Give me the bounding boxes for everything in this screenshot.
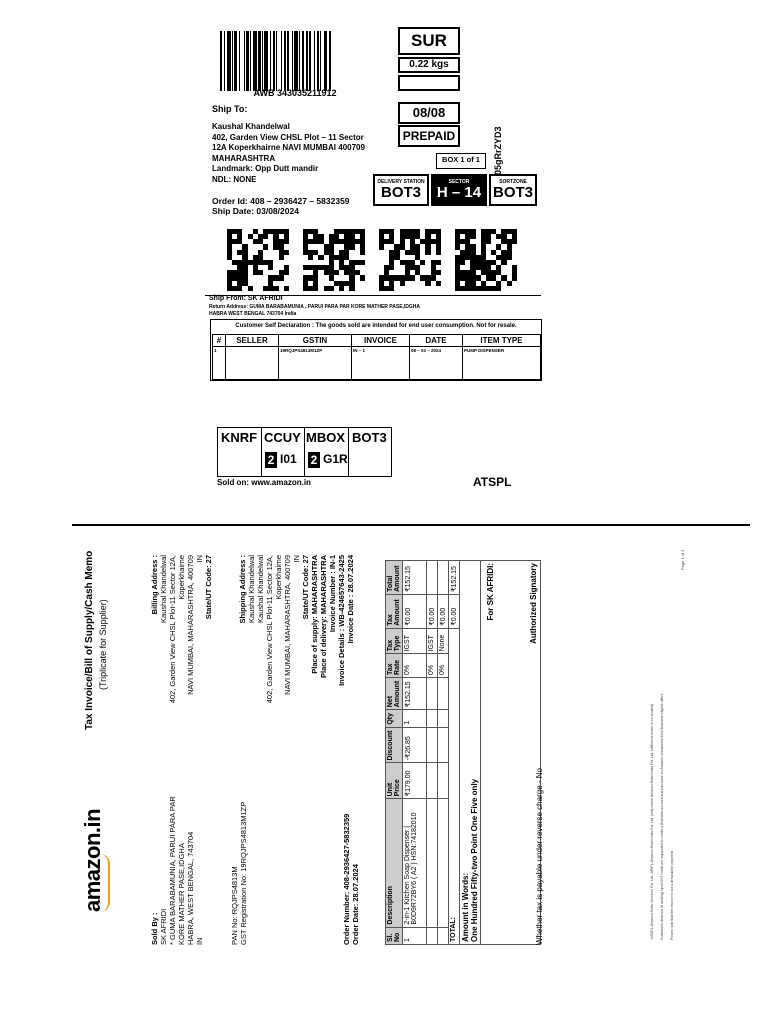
blank-box <box>398 75 460 91</box>
invoice <box>80 549 685 950</box>
qr-code-4 <box>455 229 517 291</box>
routing-box: KNRF CCUY MBOX BOT3 2 I01 2 G1R <box>217 427 392 477</box>
table-row: 0% IGST ₹0.00 <box>427 561 438 945</box>
shipping-address: Shipping Address : Kaushal Khandelwal Kaushal Khandelwal 402, Garden View CHSL Plot-11 Sector 12A, Koperkhairne NAVI MUMBAI, MAHARASHTRA, 400709 IN State/UT Code: 27 Place of supply: MAHARASHTRA Place of delivery: MAHARASHTRA Invoice Number : IN-1 Invoice Details : WB-424657643-2425 Invoice Date : 28.07.2024 <box>238 555 355 704</box>
carrier-code: ATSPL <box>473 475 512 489</box>
payment-box: PREPAID <box>398 125 460 147</box>
ship-to-heading: Ship To: <box>212 104 248 114</box>
order-info: Order Number: 408-2936427-5832359 Order Date: 28.07.2024 <box>342 813 360 945</box>
weight-box: 0.22 kgs <box>398 57 460 73</box>
sold-on: Sold on: www.amazon.in <box>217 478 311 487</box>
qr-code-1 <box>227 229 289 291</box>
side-code: 05gRrZYD3 <box>493 126 503 175</box>
ship-date: Ship Date: 03/08/2024 <box>212 206 299 216</box>
declaration-box <box>210 319 542 381</box>
shipping-label <box>205 25 545 385</box>
reverse-charge: Whether tax is payable under reverse charge - No <box>535 768 544 945</box>
footnote-1: *ASSPL-Amazon Seller Services Pvt. Ltd., ARIPL-Amazon Retail India Pvt. Ltd. (only where Amazon Retail India Pvt. Ltd. fulfillment center is co-located) <box>650 703 654 940</box>
page-number: Page 1 of 1 <box>680 549 685 570</box>
ship-from: Ship From: SK AFRIDI <box>209 295 283 302</box>
table-row: 1 2-in-1 Kitchen Soap Dispenser | B0D9R72BY6 ( A2 ) HSN:74182010 ₹179.00 -₹26.85 1 ₹152.15 0% IGST ₹0.00 ₹152.15 <box>403 561 427 945</box>
sector-box: SECTOR H – 14 <box>431 174 487 206</box>
declaration-table: # SELLER GSTIN INVOICE DATE ITEM TYPE 1 19RQJPS4813M1ZP IN – 1 08 – 03 – 2024 PUMP DISPENSER <box>212 334 541 380</box>
footnote-3: Please note that this invoice is not a demand for payment <box>670 851 674 940</box>
delivery-station-box: DELIVERY STATION BOT3 <box>373 174 429 206</box>
cut-line <box>72 524 750 526</box>
billing-address: Billing Address : Kaushal Khandelwal 402, Garden View CHSL Plot-11 Sector 12A, Koperkhairne NAVI MUMBAI, MAHARASHTRA, 400709 IN State/UT Code: 27 <box>150 555 213 704</box>
amazon-logo: amazon.in <box>80 809 110 912</box>
order-id: Order Id: 408 – 2936427 – 5832359 <box>212 196 350 206</box>
declaration-text: Customer Self Declaration : The goods sold are intended for end user consumption. Not for resale. <box>235 323 517 329</box>
box-count: BOX 1 of 1 <box>436 153 486 169</box>
pan-gst: PAN No: RQJPS4813M GST Registration No: 19RQJPS4813M1ZP <box>230 801 248 945</box>
sortzone-box: SORTZONE BOT3 <box>489 174 537 206</box>
invoice-title: Tax Invoice/Bill of Supply/Cash Memo <box>84 550 95 730</box>
qr-code-3 <box>379 229 441 291</box>
amount-in-words: Amount in Words: One Hundred Fifty-two Point One Five only <box>460 561 481 945</box>
invoice-subtitle: (Triplicate for Supplier) <box>98 599 108 690</box>
items-table: Sl. No Description Unit Price Discount Qty Net Amount Tax Rate Tax Type Tax Amount Total Amount 1 2-in-1 Kitchen Soap Dispenser | B0D9R72BY6 ( A2 ) HSN:74182010 ₹179.00 -₹26.85 1 ₹152.15 0% IGST ₹0.00 ₹152.15 0% IGST ₹0.00 0% None ₹0.00 TOTAL: ₹0.00 ₹152.15 Amount in Words: One Hundred Fifty-two Point One Five only For SK AFRIDI: Authorized Signatory <box>385 560 541 945</box>
sur-box: SUR <box>398 27 460 55</box>
table-row: 0% None ₹0.00 <box>438 561 449 945</box>
footnote-2: Customers desirous of availing input GST credit are requested to create a Business account and purchase on Amazon.in/business from Business eligible offers <box>660 693 664 940</box>
qr-code-2 <box>303 229 365 291</box>
total-row: TOTAL: ₹0.00 ₹152.15 <box>449 561 460 945</box>
awb-barcode <box>220 31 370 91</box>
return-address: Return Address: GUMA BARABAMUNIA , PARUI PARA PAR KORE MATHER PASE,IDGHA <box>209 304 421 310</box>
sold-by: Sold By : SK AFRIDI * GUMA BARABAMUNIA, PARUI PARA PAR KORE MATHER PASE,IDGHA HABRA, WEST BENGAL, 743704 IN <box>150 796 204 945</box>
for-seller: For SK AFRIDI: <box>486 563 495 621</box>
authorized-signatory: Authorized Signatory <box>529 563 538 644</box>
return-address-2: HABRA WEST BENGAL 743704 India <box>209 311 297 317</box>
awb-number: AWB 343035211912 <box>253 88 337 98</box>
date-box: 08/08 <box>398 102 460 124</box>
ship-to-address: Kaushal Khandelwal 402, Garden View CHSL Plot – 11 Sector 12A Koperkhairne NAVI MUMBAI 400709 MAHARASHTRA Landmark: Opp Dutt mandir NDL: NONE <box>212 122 365 184</box>
